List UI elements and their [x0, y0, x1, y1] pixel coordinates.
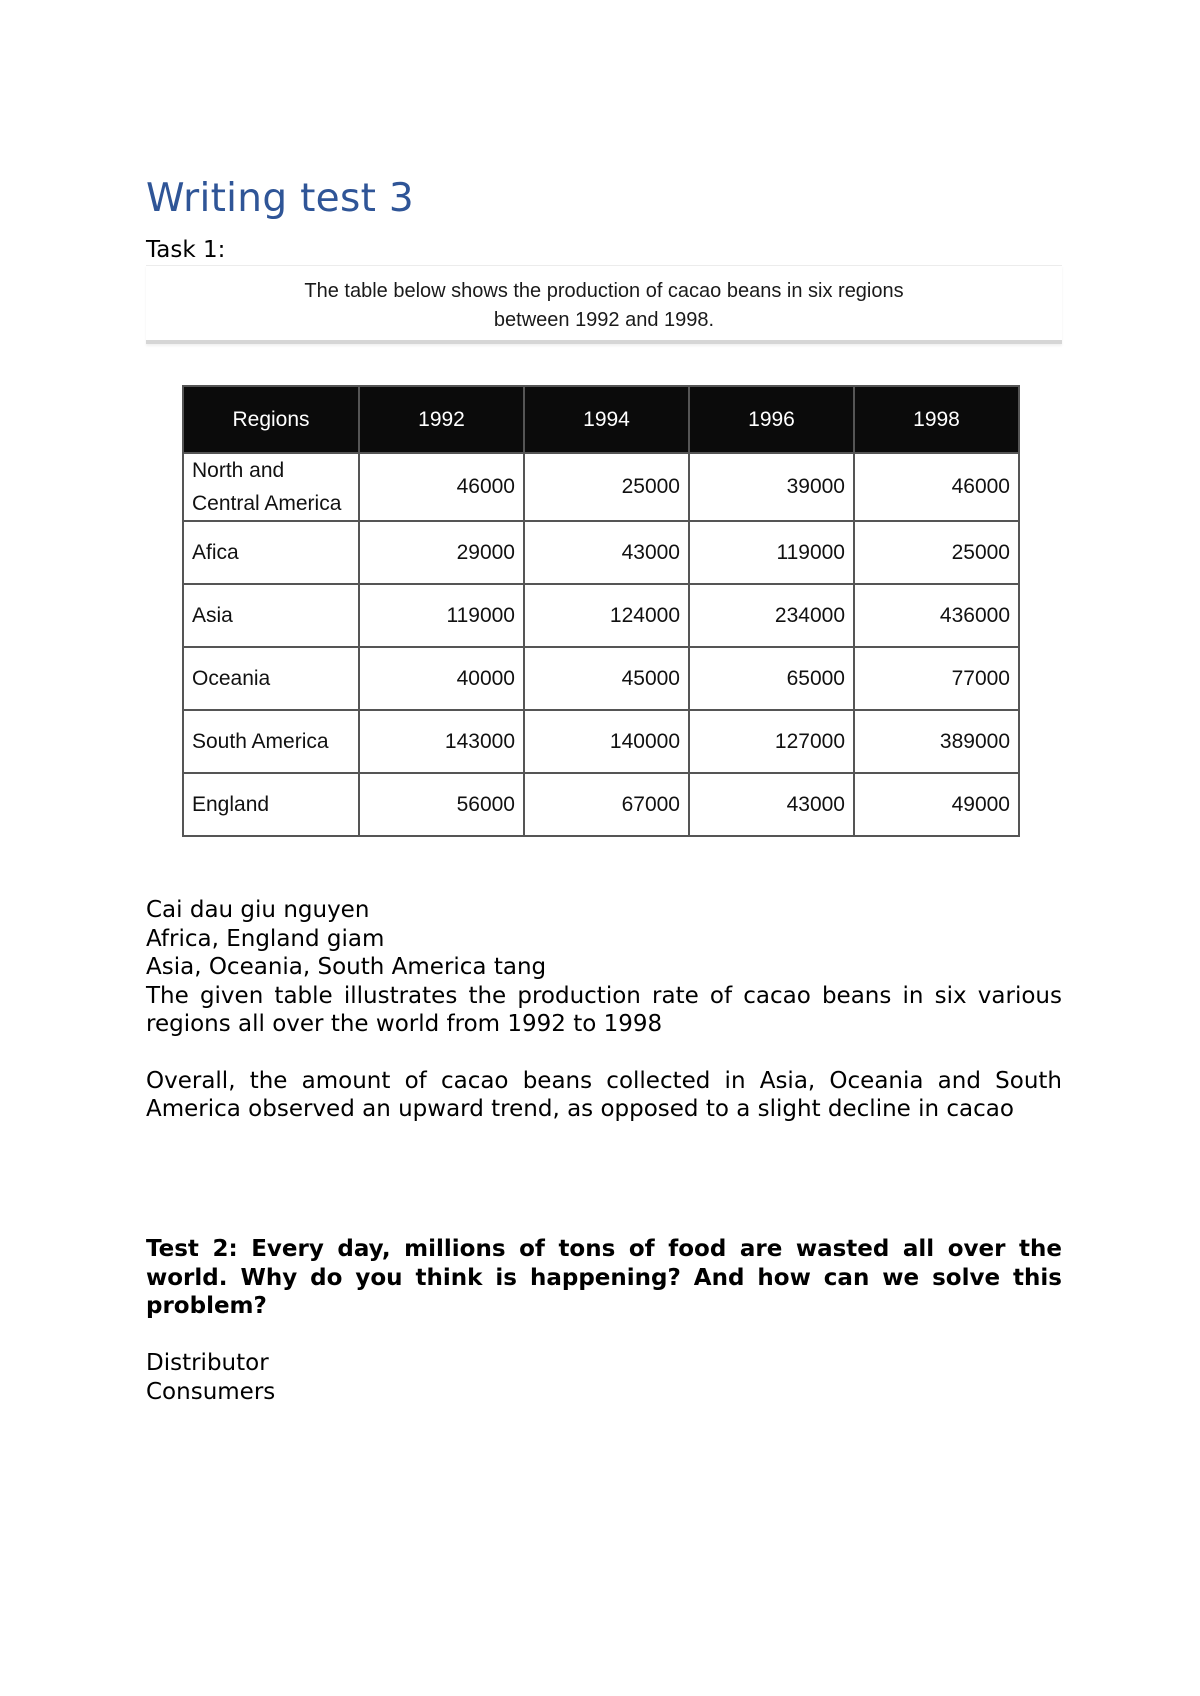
value-cell: 46000	[359, 453, 524, 521]
value-cell: 143000	[359, 710, 524, 773]
region-name-line-2: Central America	[192, 492, 342, 515]
table-row	[183, 453, 1019, 521]
note-line: Africa, England giam	[146, 925, 385, 952]
table-row	[183, 647, 1019, 710]
table-row	[183, 773, 1019, 836]
region-cell: Afica	[183, 521, 359, 584]
region-cell: Asia	[183, 584, 359, 647]
header-1994: 1994	[524, 386, 689, 453]
note-line: Cai dau giu nguyen	[146, 897, 370, 923]
value-cell: 25000	[854, 521, 1019, 584]
region-cell: Oceania	[183, 647, 359, 710]
value-cell: 46000	[854, 453, 1019, 521]
notes-section	[146, 896, 1062, 1124]
value-cell: 140000	[524, 710, 689, 773]
header-1996: 1996	[689, 386, 854, 453]
paragraph-spacer	[146, 1039, 1062, 1067]
value-cell: 77000	[854, 647, 1019, 710]
table-caption-line-2: between 1992 and 1998.	[493, 309, 715, 331]
value-cell: 25000	[524, 453, 689, 521]
value-cell: 29000	[359, 521, 524, 584]
region-cell	[183, 453, 359, 521]
value-cell: 436000	[854, 584, 1019, 647]
header-regions: Regions	[183, 386, 359, 453]
region-cell: England	[183, 773, 359, 836]
task-2-notes	[146, 1349, 275, 1406]
value-cell: 389000	[854, 710, 1019, 773]
value-cell: 119000	[689, 521, 854, 584]
task-1-label: Task 1:	[146, 237, 226, 263]
value-cell: 119000	[359, 584, 524, 647]
header-1998: 1998	[854, 386, 1019, 453]
intro-paragraph: The given table illustrates the production rate of cacao beans in six various regions all over the world from 1992 to 1998	[146, 982, 1062, 1037]
value-cell: 56000	[359, 773, 524, 836]
value-cell: 234000	[689, 584, 854, 647]
table-row	[183, 521, 1019, 584]
document-title: Writing test 3	[146, 176, 414, 221]
note-line: Consumers	[146, 1378, 276, 1405]
task-2-question: Test 2: Every day, millions of tons of food are wasted all over the world. Why do you think is happening? And how can we solve this problem?	[146, 1236, 1062, 1319]
cacao-production-table	[182, 385, 1020, 837]
table-row	[183, 710, 1019, 773]
note-line: Distributor	[146, 1350, 269, 1376]
overview-paragraph: Overall, the amount of cacao beans collected in Asia, Oceania and South America observed an upward trend, as opposed to a slight decline in cacao	[146, 1067, 1062, 1122]
value-cell: 49000	[854, 773, 1019, 836]
value-cell: 124000	[524, 584, 689, 647]
table-row	[183, 584, 1019, 647]
table-caption	[146, 277, 1062, 335]
value-cell: 43000	[689, 773, 854, 836]
table-header-row	[183, 386, 1019, 453]
region-name-line-1: North and	[192, 459, 285, 482]
value-cell: 127000	[689, 710, 854, 773]
value-cell: 65000	[689, 647, 854, 710]
table-caption-line-1: The table below shows the production of cacao beans in six regions	[304, 280, 904, 302]
value-cell: 45000	[524, 647, 689, 710]
region-cell: South America	[183, 710, 359, 773]
note-line: Asia, Oceania, South America tang	[146, 954, 547, 980]
table-caption-box	[146, 265, 1062, 344]
value-cell: 43000	[524, 521, 689, 584]
header-1992: 1992	[359, 386, 524, 453]
value-cell: 40000	[359, 647, 524, 710]
value-cell: 39000	[689, 453, 854, 521]
value-cell: 67000	[524, 773, 689, 836]
